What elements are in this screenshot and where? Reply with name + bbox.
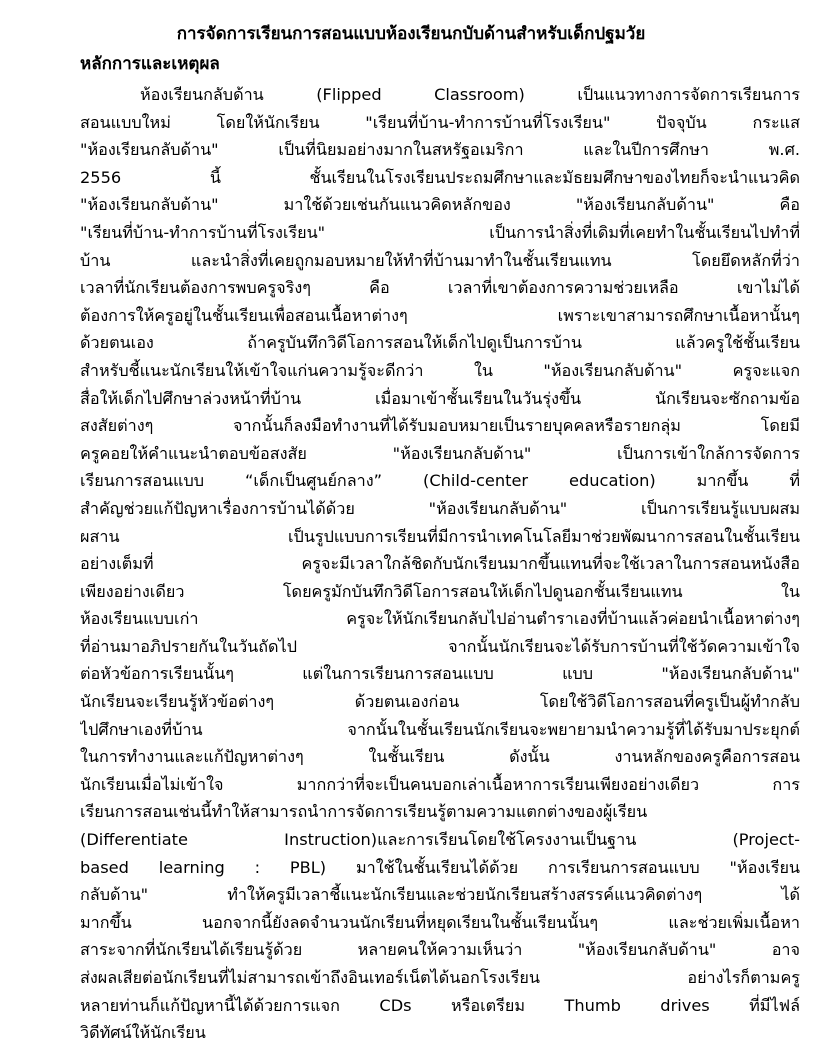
paragraph-line: สาระจากที่นักเรียนได้เรียนรู้ด้วย หลายคนให้ความเห็นว่า "ห้องเรียนกลับด้าน" อาจ — [80, 940, 800, 960]
paragraph-line: ส่งผลเสียต่อนักเรียนที่ไม่สามารถเข้าถึงอินเทอร์เน็ตได้นอกโรงเรียน อย่างไรก็ตามครู — [80, 968, 800, 987]
paragraph-line: นักเรียนเมื่อไม่เข้าใจ มากกว่าที่จะเป็นคนบอกเล่าเนื้อหาการเรียนเพียงอย่างเดียว การ — [80, 774, 800, 794]
paragraph-line: ห้องเรียนแบบเก่า ครูจะให้นักเรียนกลับไปอ่านตำราเองที่บ้านแล้วค่อยนำเนื้อหาต่างๆ — [80, 609, 800, 629]
paragraph-line: ห้องเรียนกลับด้าน (Flipped Classroom) เป็นแนวทางการจัดการเรียนการ — [140, 85, 800, 104]
paragraph-line: นักเรียนจะเรียนรู้หัวข้อต่างๆ ด้วยตนเองก่อน โดยใช้วิดีโอการสอนที่ครูเป็นผู้ทำกลับ — [80, 692, 800, 712]
paragraph-line: ต้องการให้ครูอยู่ในชั้นเรียนเพื่อสอนเนื้อหาต่างๆ เพราะเขาสามารถศึกษาเนื้อหานั้นๆ — [80, 305, 800, 325]
paragraph-line: "เรียนที่บ้าน-ทำการบ้านที่โรงเรียน" เป็นการนำสิ่งที่เดิมที่เคยทำในชั้นเรียนไปทำที่ — [80, 222, 800, 242]
paragraph-line: ด้วยตนเอง ถ้าครูบันทึกวิดีโอการสอนให้เด็กไปดูเป็นการบ้าน แล้วครูใช้ชั้นเรียน — [80, 333, 800, 353]
paragraph-line: เพียงอย่างเดียว โดยครูมักบันทึกวิดีโอการสอนให้เด็กไปดูนอกชั้นเรียนแทน ใน — [80, 581, 800, 601]
paragraph-line: สอนแบบใหม่ โดยให้นักเรียน "เรียนที่บ้าน-ทำการบ้านที่โรงเรียน" ปัจจุบัน กระแส — [80, 112, 800, 132]
document-title: การจัดการเรียนการสอนแบบห้องเรียนกบับด้านสำหรับเด็กปฐมวัย — [176, 24, 646, 44]
paragraph-line: เรียนการสอนเช่นนี้ทำให้สามารถนำการจัดการเรียนรู้ตามความแตกต่างของผู้เรียน — [80, 802, 648, 822]
paragraph-line: วิดีทัศน์ให้นักเรียน — [80, 1023, 206, 1043]
paragraph-line: สงสัยต่างๆ จากนั้นก็ลงมือทำงานที่ได้รับมอบหมายเป็นรายบุคคลหรือรายกลุ่ม โดยมี — [80, 416, 800, 436]
paragraph-line: ต่อหัวข้อการเรียนนั้นๆ แต่ในการเรียนการสอนแบบ แบบ "ห้องเรียนกลับด้าน" — [80, 664, 800, 684]
paragraph-line: กลับด้าน" ทำให้ครูมีเวลาชี้แนะนักเรียนและช่วยนักเรียนสร้างสรรค์แนวคิดต่างๆ ได้ — [80, 885, 800, 905]
paragraph-line: 2556 นี้ ชั้นเรียนในโรงเรียนประถมศึกษาและมัธยมศึกษาของไทยก็จะนำแนวคิด — [80, 167, 800, 187]
paragraph-line: ในการทำงานและแก้ปัญหาต่างๆ ในชั้นเรียน ดังนั้น งานหลักของครูคือการสอน — [80, 747, 800, 767]
body-paragraph — [80, 81, 800, 1047]
section-heading: หลักการและเหตุผล — [80, 54, 220, 74]
paragraph-line: บ้าน และนำสิ่งที่เคยถูกมอบหมายให้ทำที่บ้านมาทำในชั้นเรียนแทน โดยยึดหลักที่ว่า — [80, 250, 800, 270]
paragraph-line: "ห้องเรียนกลับด้าน" มาใช้ด้วยเช่นกันแนวคิดหลักของ "ห้องเรียนกลับด้าน" คือ — [80, 195, 800, 215]
paragraph-line: based learning : PBL) มาใช้ในชั้นเรียนได้ด้วย การเรียนการสอนแบบ "ห้องเรียน — [80, 857, 800, 877]
paragraph-line: ผสาน เป็นรูปแบบการเรียนที่มีการนำเทคโนโลยีมาช่วยพัฒนาการสอนในชั้นเรียน — [80, 526, 800, 546]
paragraph-line: "ห้องเรียนกลับด้าน" เป็นที่นิยมอย่างมากในสหรัฐอเมริกา และในปีการศึกษา พ.ศ. — [80, 140, 800, 160]
paragraph-line: ที่อ่านมาอภิปรายกันในวันถัดไป จากนั้นนักเรียนจะได้รับการบ้านที่ใช้วัดความเข้าใจ — [80, 636, 800, 656]
paragraph-line: สำคัญช่วยแก้ปัญหาเรื่องการบ้านได้ด้วย "ห้องเรียนกลับด้าน" เป็นการเรียนรู้แบบผสม — [80, 498, 800, 518]
paragraph-line: สำหรับชี้แนะนักเรียนให้เข้าใจแก่นความรู้จะดีกว่า ใน "ห้องเรียนกลับด้าน" ครูจะแจก — [80, 360, 800, 380]
paragraph-line: หลายท่านก็แก้ปัญหานี้ได้ด้วยการแจก CDs หรือเตรียม Thumb drives ที่มีไฟล์ — [80, 995, 800, 1015]
paragraph-line: อย่างเต็มที่ ครูจะมีเวลาใกล้ชิดกับนักเรียนมากขึ้นแทนที่จะใช้เวลาในการสอนหนังสือ — [80, 554, 800, 574]
paragraph-line: ไปศึกษาเองที่บ้าน จากนั้นในชั้นเรียนนักเรียนจะพยายามนำความรู้ที่ได้รับมาประยุกต์ — [80, 719, 800, 739]
paragraph-line: เวลาที่นักเรียนต้องการพบครูจริงๆ คือ เวลาที่เขาต้องการความช่วยเหลือ เขาไม่ได้ — [80, 278, 800, 298]
paragraph-line: ครูคอยให้คำแนะนำตอบข้อสงสัย "ห้องเรียนกลับด้าน" เป็นการเข้าใกล้การจัดการ — [80, 443, 800, 463]
paragraph-line: (Differentiate Instruction)และการเรียนโดยใช้โครงงานเป็นฐาน (Project- — [80, 830, 800, 850]
paragraph-line: สื่อให้เด็กไปศึกษาล่วงหน้าที่บ้าน เมื่อมาเข้าชั้นเรียนในวันรุ่งขึ้น นักเรียนจะซักถามข้อ — [80, 388, 800, 408]
paragraph-line: มากขึ้น นอกจากนี้ยังลดจำนวนนักเรียนที่หยุดเรียนในชั้นเรียนนั้นๆ และช่วยเพิ่มเนื้อหา — [80, 912, 800, 932]
paragraph-line: เรียนการสอนแบบ “เด็กเป็นศูนย์กลาง” (Child-center education) มากขึ้น ที่ — [80, 471, 800, 491]
